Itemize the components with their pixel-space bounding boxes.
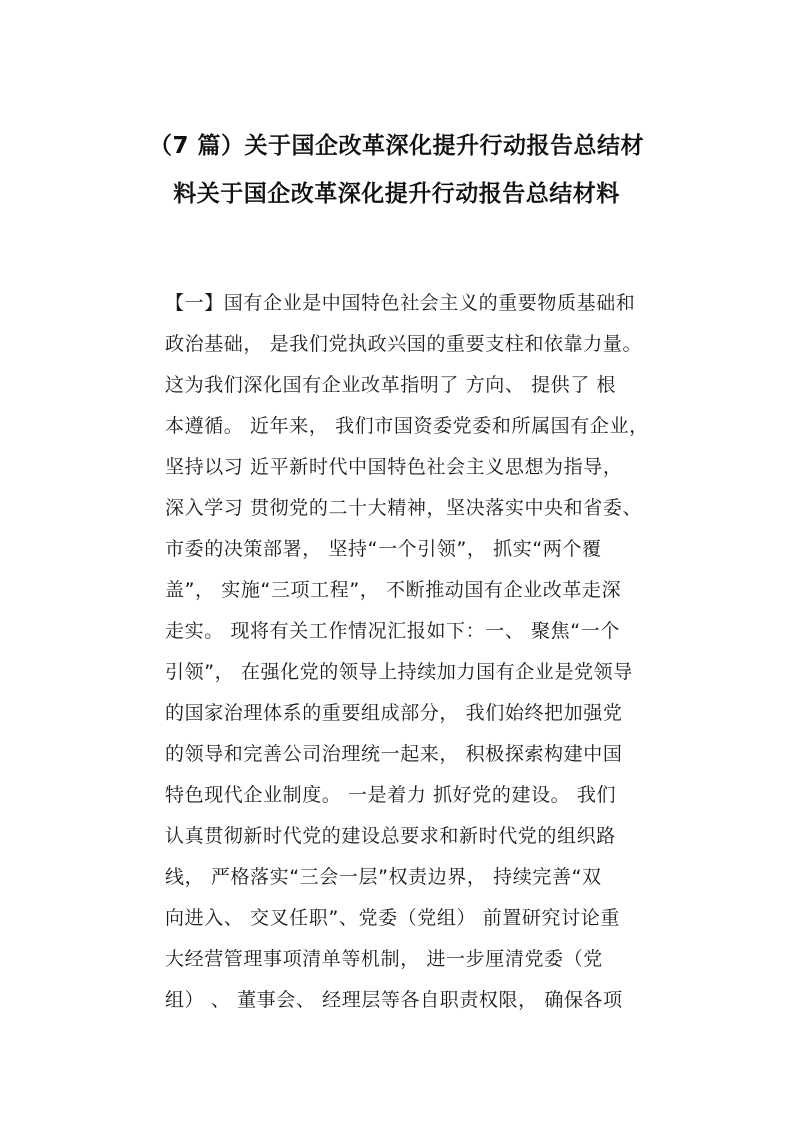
body-line: 引领”， 在强化党的领导上持续加力国有企业是党领导 (165, 661, 633, 683)
body-line: 线， 严格落实“三会一层”权责边界， 持续完善“双 (165, 866, 602, 888)
body-line: 认真贯彻新时代党的建设总要求和新时代党的组织路 (165, 825, 616, 847)
body-line: 的领导和完善公司治理统一起来， 积极探索构建中国 (165, 743, 623, 765)
body-line: 本遵循。 近年来， 我们市国资委党委和所属国有企业， (165, 415, 649, 437)
document-title-line-2: 料关于国企改革深化提升行动报告总结材料 (173, 181, 620, 207)
body-line: 组） 、 董事会、 经理层等各自职责权限， 确保各项 (165, 989, 623, 1011)
body-line: 走实。 现将有关工作情况汇报如下：一、 聚焦“一个 (165, 620, 620, 642)
body-line: 盖”， 实施“三项工程”， 不断推动国有企业改革走深 (165, 579, 622, 601)
body-line: 【一】国有企业是中国特色社会主义的重要物质基础和 (165, 292, 636, 314)
document-title-line-1: （7 篇）关于国企改革深化提升行动报告总结材 (148, 133, 644, 159)
body-line: 向进入、 交叉任职”、党委（党组） 前置研究讨论重 (165, 907, 620, 929)
body-line: 这为我们深化国有企业改革指明了 方向、 提供了 根 (165, 374, 617, 396)
body-line: 深入学习 贯彻党的二十大精神，坚决落实中央和省委、 (165, 497, 643, 519)
body-line: 坚持以习 近平新时代中国特色社会主义思想为指导， (165, 456, 623, 478)
body-line: 特色现代企业制度。 一是着力 抓好党的建设。 我们 (165, 784, 617, 806)
body-line: 的国家治理体系的重要组成部分， 我们始终把加强党 (165, 702, 623, 724)
body-line: 大经营管理事项清单等机制， 进一步厘清党委（党 (165, 948, 603, 970)
body-line: 市委的决策部署， 坚持“一个引领”， 抓实“两个覆 (165, 538, 602, 560)
body-line: 政治基础， 是我们党执政兴国的重要支柱和依靠力量。 (165, 333, 643, 355)
